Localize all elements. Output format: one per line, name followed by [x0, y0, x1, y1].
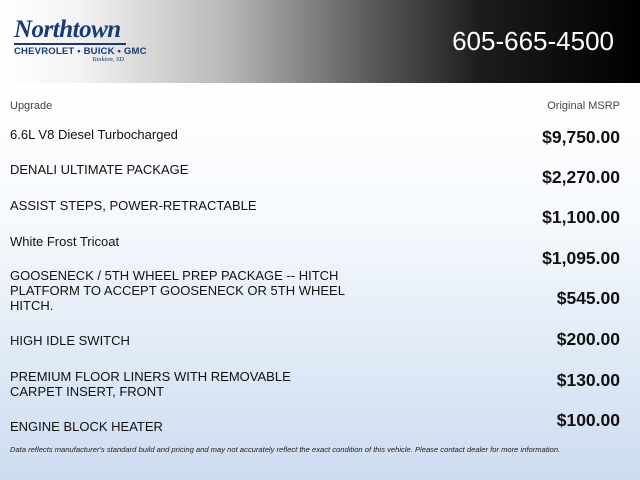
upgrade-name: White Frost Tricoat	[10, 234, 120, 249]
upgrade-price: $1,100.00	[542, 207, 620, 227]
logo-name: Northtown	[14, 16, 121, 43]
upgrade-name: 6.6L V8 Diesel Turbocharged	[10, 127, 178, 142]
msrp-column-header: Original MSRP	[547, 100, 620, 112]
upgrade-name: ASSIST STEPS, POWER-RETRACTABLE	[10, 198, 257, 213]
pricing-disclaimer: Data reflects manufacturer's standard build and pricing and may not accurately reflect the exact condition of this vehicle. Please contact dealer for more information.	[10, 445, 561, 454]
upgrade-column-header: Upgrade	[10, 100, 53, 112]
dealer-logo[interactable]	[12, 16, 147, 66]
upgrade-price: $2,270.00	[542, 167, 620, 187]
upgrade-price: $9,750.00	[542, 127, 620, 147]
upgrades-panel	[0, 83, 640, 480]
upgrade-name: GOOSENECK / 5TH WHEEL PREP PACKAGE -- HITCH PLATFORM TO ACCEPT GOOSENECK OR 5TH WHEEL HITCH.	[10, 268, 345, 313]
upgrade-price: $1,095.00	[542, 248, 620, 268]
header-banner	[0, 0, 640, 83]
upgrade-name: HIGH IDLE SWITCH	[10, 333, 130, 348]
logo-city: Yankton, SD	[92, 56, 124, 63]
upgrade-name: DENALI ULTIMATE PACKAGE	[10, 162, 189, 177]
upgrade-price: $545.00	[556, 288, 620, 308]
upgrade-price: $130.00	[556, 370, 620, 390]
logo-underline	[14, 43, 126, 45]
upgrade-price: $100.00	[556, 410, 620, 430]
dealer-phone[interactable]: 605-665-4500	[452, 26, 614, 56]
upgrade-name: PREMIUM FLOOR LINERS WITH REMOVABLE CARPET INSERT, FRONT	[10, 369, 291, 399]
upgrade-name: ENGINE BLOCK HEATER	[10, 419, 163, 434]
upgrade-price: $200.00	[556, 329, 620, 349]
logo-brands: CHEVROLET • BUICK • GMC	[14, 46, 147, 57]
